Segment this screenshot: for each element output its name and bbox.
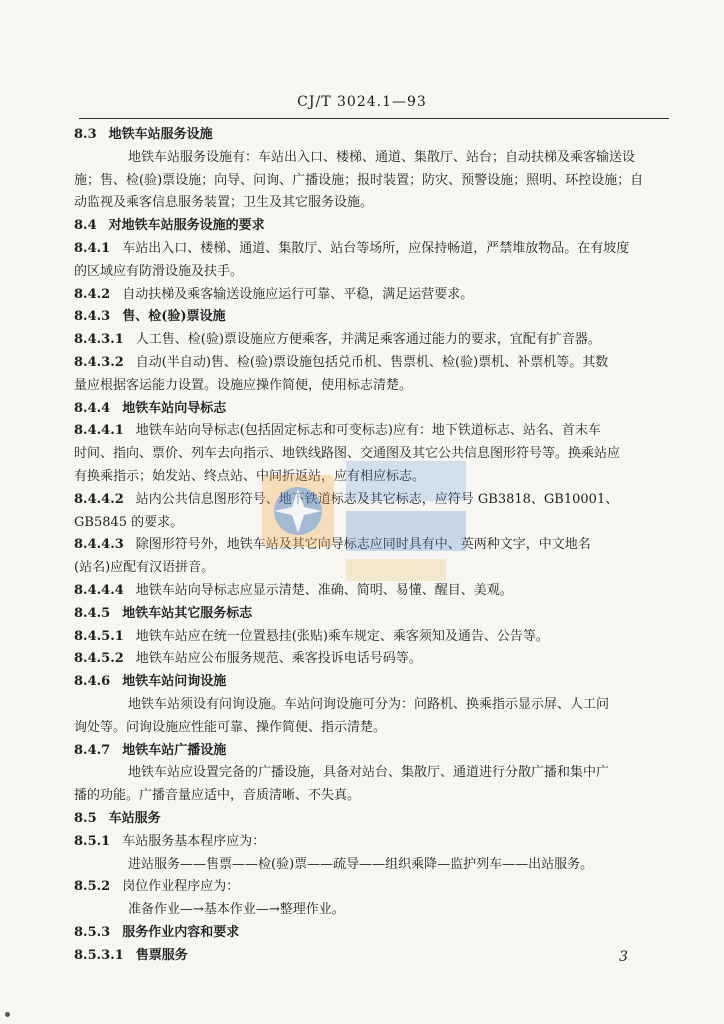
clause-text: 动监视及乘客信息服务装置；卫生及其它服务设施。: [74, 195, 374, 211]
body-line: [74, 831, 674, 854]
clause-text: 站内公共信息图形符号、地下铁道标志及其它标志，应符号 GB3818、GB10001、: [135, 491, 619, 507]
header-rule: [79, 118, 669, 119]
clause-number: 8.4.1: [74, 240, 111, 256]
clause-number: 8.5.3: [74, 924, 111, 940]
clause-text: 岗位作业程序应为：: [122, 879, 240, 895]
body-line: [74, 876, 674, 899]
clause-text: 地铁车站向导标志(包括固定标志和可变标志)应有：地下铁道标志、站名、首末车: [135, 423, 601, 439]
section-heading: [74, 922, 674, 945]
body-line: [74, 785, 674, 808]
body-line: [74, 147, 674, 170]
clause-number: 8.4.7: [74, 742, 111, 758]
clause-number: 8.4.4.3: [74, 537, 124, 553]
clause-number: 8.4: [74, 218, 97, 234]
heading-text: 地铁车站问询设施: [122, 674, 227, 690]
body-line: [74, 170, 674, 193]
clause-number: 8.5.3.1: [74, 947, 124, 963]
clause-number: 8.4.4.2: [74, 491, 124, 507]
clause-text: 地铁车站应在统一位置悬挂(张贴)乘车规定、乘客须知及通告、公告等。: [135, 628, 549, 644]
heading-text: 地铁车站广播设施: [122, 742, 227, 758]
clause-number: 8.4.4.1: [74, 423, 124, 439]
body-line: [74, 238, 674, 261]
clause-text: 除图形符号外，地铁车站及其它向导标志应同时具有中、英两种文字，中文地名: [135, 537, 591, 553]
clause-number: 8.4.3.1: [74, 332, 124, 348]
clause-number: 8.4.3: [74, 309, 111, 325]
clause-text: 人工售、检(验)票设施应方便乘客，并满足乘客通过能力的要求，宜配有扩音器。: [135, 332, 601, 348]
page-number: 3: [619, 949, 628, 965]
clause-text: 地铁车站应设置完备的广播设施，具备对站台、集散厅、通道进行分散广播和集中广: [128, 765, 610, 781]
clause-number: 8.4.3.2: [74, 354, 124, 370]
clause-number: 8.4.4: [74, 400, 111, 416]
clause-text: 有换乘指示；始发站、终点站、中间折返站，应有相应标志。: [74, 468, 426, 484]
section-heading: [74, 306, 674, 329]
section-heading: [74, 398, 674, 421]
watermark-logo-icon: [262, 455, 472, 595]
clause-number: 8.4.6: [74, 674, 111, 690]
clause-text: 准备作业—→基本作业—→整理作业。: [128, 902, 345, 918]
clause-text: 播的功能。广播音量应适中，音质清晰、不失真。: [74, 788, 361, 804]
clause-number: 8.4.5.1: [74, 628, 124, 644]
clause-text: 地铁车站服务设施有：车站出入口、楼梯、通道、集散厅、站台；自动扶梯及乘客输送设: [128, 149, 636, 165]
clause-text: 进站服务——售票——检(验)票——疏导——组织乘降—监护列车——出站服务。: [128, 856, 594, 872]
clause-number: 8.3: [74, 127, 97, 142]
clause-text: 自动扶梯及乘客输送设施应运行可靠、平稳，满足运营要求。: [122, 286, 474, 302]
body-line: [74, 261, 674, 284]
heading-text: 地铁车站向导标志: [122, 400, 227, 416]
heading-text: 地铁车站其它服务标志: [122, 605, 253, 621]
body-line: [74, 762, 674, 785]
section-heading: [74, 808, 674, 831]
clause-text: 车站出入口、楼梯、通道、集散厅、站台等场所，应保持畅道，严禁堆放物品。在有坡度: [122, 240, 630, 256]
section-heading: [74, 671, 674, 694]
section-heading: [74, 945, 674, 968]
body-line: [74, 854, 674, 877]
clause-text: 的区域应有防滑设施及扶手。: [74, 263, 244, 279]
section-heading: [74, 603, 674, 626]
body-line: [74, 192, 674, 215]
standard-code-header: CJ/T 3024.1—93: [297, 94, 427, 110]
clause-number: 8.4.5: [74, 605, 111, 621]
body-line: [74, 329, 674, 352]
scan-dot: [5, 1012, 10, 1017]
section-heading: [74, 215, 674, 238]
heading-text: 车站服务: [108, 810, 161, 826]
clause-number: 8.5: [74, 810, 97, 826]
heading-text: 服务作业内容和要求: [122, 924, 240, 940]
section-heading: [74, 740, 674, 763]
clause-text: 时间、指向、票价、列车去向指示、地铁线路图、交通图及其它公共信息图形符号等。换乘站应: [74, 446, 621, 462]
heading-text: 售、检(验)票设施: [122, 309, 226, 325]
heading-text: 对地铁车站服务设施的要求: [108, 218, 265, 234]
clause-text: 地铁车站须设有问询设施。车站问询设施可分为：问路机、换乘指示显示屏、人工问: [128, 696, 610, 712]
body-line: [74, 648, 674, 671]
body-line: [74, 284, 674, 307]
body-line: [74, 352, 674, 375]
clause-number: 8.4.5.2: [74, 651, 124, 667]
body-line: [74, 626, 674, 649]
body-line: [74, 899, 674, 922]
clause-number: 8.4.4.4: [74, 582, 124, 598]
body-line: [74, 375, 674, 398]
clause-text: 询处等。问询设施应性能可靠、操作简便、指示清楚。: [74, 719, 387, 735]
clause-text: 施；售、检(验)票设施；向导、问询、广播设施；报时装置；防灾、预警设施；照明、环控设施；自: [74, 172, 644, 188]
body-line: [74, 717, 674, 740]
heading-text: 售票服务: [135, 947, 188, 963]
clause-number: 8.5.2: [74, 879, 111, 895]
clause-number: 8.4.2: [74, 286, 111, 302]
section-heading: [74, 124, 674, 147]
body-line: [74, 420, 674, 443]
clause-text: 地铁车站向导标志应显示清楚、准确、简明、易懂、醒目、美观。: [135, 582, 513, 598]
clause-text: 量应根据客运能力设置。设施应操作简便，使用标志清楚。: [74, 377, 413, 393]
clause-text: 地铁车站应公布服务规范、乘客投诉电话号码等。: [135, 651, 422, 667]
clause-text: 车站服务基本程序应为：: [122, 833, 266, 849]
clause-text: 自动(半自动)售、检(验)票设施包括兑币机、售票机、检(验)票机、补票机等。其数: [135, 354, 609, 370]
clause-text: GB5845 的要求。: [74, 514, 184, 530]
clause-text: (站名)应配有汉语拼音。: [74, 560, 215, 576]
body-line: [74, 694, 674, 717]
clause-number: 8.5.1: [74, 833, 111, 849]
heading-text: 地铁车站服务设施: [108, 127, 213, 142]
